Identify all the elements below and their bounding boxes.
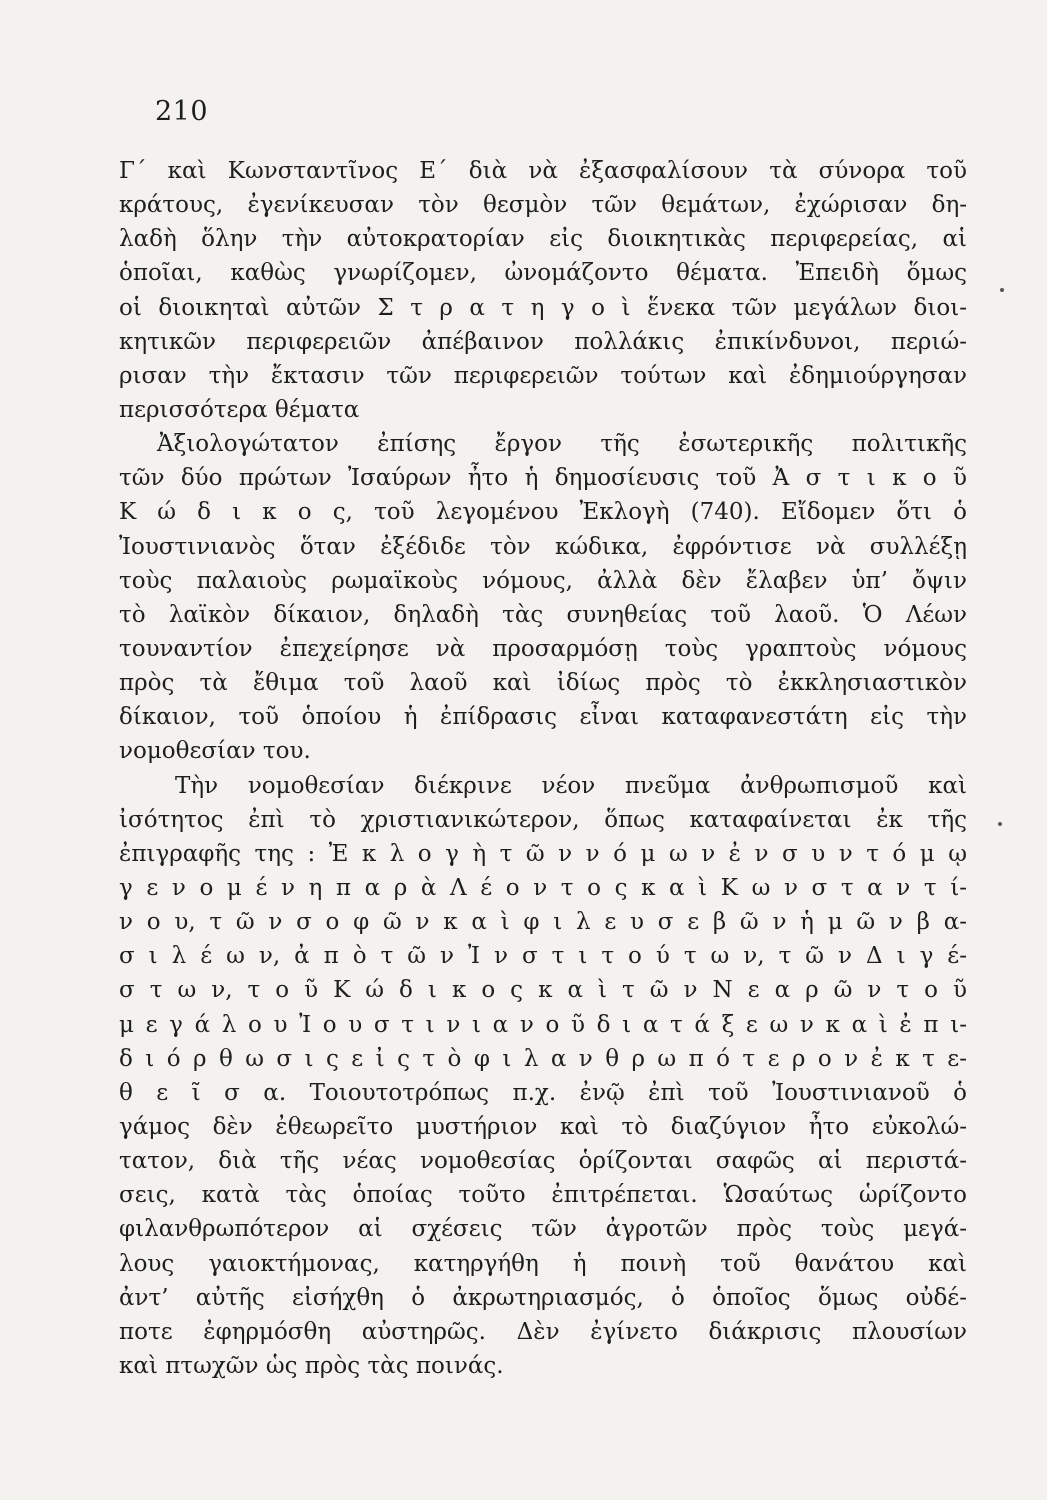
- text-line: σεις, κατὰ τὰς ὁποίας τοῦτο ἐπιτρέπεται. Ὡσαύτως ὡρίζοντο: [119, 1182, 967, 1209]
- text-line: δίκαιον, τοῦ ὁποίου ἡ ἐπίδρασις εἶναι καταφανεστάτη εἰς τὴν: [119, 704, 967, 731]
- text-line: νομοθεσίαν του.: [119, 738, 311, 765]
- text-line: Ἀξιολογώτατον ἐπίσης ἔργον τῆς ἐσωτερικῆς πολιτικῆς: [157, 431, 967, 458]
- text-line: τῶν δύο πρώτων Ἰσαύρων ἦτο ἡ δημοσίευσις τοῦ Ἀ σ τ ι κ ο ῦ: [119, 465, 967, 492]
- text-line: τὸ λαϊκὸν δίκαιον, δηλαδὴ τὰς συνηθείας τοῦ λαοῦ. Ὁ Λέων: [119, 601, 967, 628]
- text-line: κράτους, ἐγενίκευσαν τὸν θεσμὸν τῶν θεμάτων, ἐχώρισαν δη-: [119, 192, 967, 219]
- text-line: πρὸς τὰ ἔθιμα τοῦ λαοῦ καὶ ἰδίως πρὸς τὸ ἐκκλησιαστικὸν: [119, 670, 967, 697]
- margin-speck: [1000, 288, 1004, 292]
- text-line: ἀντ’ αὐτῆς εἰσήχθη ὁ ἀκρωτηριασμός, ὁ ὁποῖος ὅμως οὐδέ-: [119, 1284, 967, 1311]
- text-line: ρισαν τὴν ἔκτασιν τῶν περιφερειῶν τούτων καὶ ἐδημιούργησαν: [119, 362, 967, 389]
- text-line: τοὺς παλαιοὺς ρωμαϊκοὺς νόμους, ἀλλὰ δὲν ἔλαβεν ὑπ’ ὄψιν: [119, 567, 967, 594]
- text-line: Γ΄ καὶ Κωνσταντῖνος Ε΄ διὰ νὰ ἐξασφαλίσουν τὰ σύνορα τοῦ: [119, 158, 967, 184]
- text-line: Ἰουστινιανὸς ὅταν ἐξέδιδε τὸν κώδικα, ἐφρόντισε νὰ συλλέξῃ: [119, 533, 967, 560]
- text-line: ἰσότητος ἐπὶ τὸ χριστιανικώτερον, ὅπως καταφαίνεται ἐκ τῆς: [119, 806, 967, 833]
- text-line: ὁποῖαι, καθὼς γνωρίζομεν, ὠνομάζοντο θέματα. Ἐπειδὴ ὅμως: [119, 260, 967, 287]
- text-line: γάμος δὲν ἐθεωρεῖτο μυστήριον καὶ τὸ διαζύγιον ἦτο εὐκολώ-: [119, 1113, 967, 1140]
- text-line: ν ο υ, τ ῶ ν σ ο φ ῶ ν κ α ὶ φ ι λ ε υ σ ε β ῶ ν ἡ μ ῶ ν β α-: [119, 909, 967, 936]
- text-line: ἐπιγραφῆς της : Ἐ κ λ ο γ ὴ τ ῶ ν ν ό μ ω ν ἐ ν σ υ ν τ ό μ ῳ: [119, 840, 967, 867]
- body-text: [119, 154, 967, 1383]
- text-line: καὶ πτωχῶν ὡς πρὸς τὰς ποινάς.: [119, 1352, 504, 1379]
- text-line: γ ε ν ο μ έ ν η π α ρ ὰ Λ έ ο ν τ ο ς κ α ὶ Κ ω ν σ τ α ν τ ί-: [119, 874, 967, 901]
- text-line: θ ε ῖ σ α. Τοιουτοτρόπως π.χ. ἐνῷ ἐπὶ τοῦ Ἰουστινιανοῦ ὁ: [119, 1079, 967, 1106]
- text-line: τατον, διὰ τῆς νέας νομοθεσίας ὁρίζονται σαφῶς αἱ περιστά-: [119, 1148, 967, 1175]
- text-line: ποτε ἐφηρμόσθη αὐστηρῶς. Δὲν ἐγίνετο διάκρισις πλουσίων: [119, 1318, 967, 1345]
- text-line: δ ι ό ρ θ ω σ ι ς ε ἰ ς τ ὸ φ ι λ α ν θ ρ ω π ό τ ε ρ ο ν ἐ κ τ ε-: [119, 1045, 967, 1072]
- text-line: περισσότερα θέματα: [119, 396, 360, 423]
- text-line: μ ε γ ά λ ο υ Ἰ ο υ σ τ ι ν ι α ν ο ῦ δ ι α τ ά ξ ε ω ν κ α ὶ ἐ π ι-: [119, 1011, 967, 1038]
- text-line: φιλανθρωπότερον αἱ σχέσεις τῶν ἀγροτῶν πρὸς τοὺς μεγά-: [119, 1216, 967, 1243]
- page-number: 210: [155, 96, 209, 127]
- text-line: τουναντίον ἐπεχείρησε νὰ προσαρμόσῃ τοὺς γραπτοὺς νόμους: [119, 635, 967, 662]
- text-line: Κ ώ δ ι κ ο ς, τοῦ λεγομένου Ἐκλογὴ (740). Εἴδομεν ὅτι ὁ: [119, 499, 967, 526]
- text-line: λους γαιοκτήμονας, κατηργήθη ἡ ποινὴ τοῦ θανάτου καὶ: [119, 1250, 967, 1277]
- text-line: οἱ διοικηταὶ αὐτῶν Σ τ ρ α τ η γ ο ὶ ἕνεκα τῶν μεγάλων διοι-: [119, 294, 967, 321]
- text-line: Τὴν νομοθεσίαν διέκρινε νέον πνεῦμα ἀνθρωπισμοῦ καὶ: [175, 772, 967, 799]
- text-line: σ ι λ έ ω ν, ἀ π ὸ τ ῶ ν Ἰ ν σ τ ι τ ο ύ τ ω ν, τ ῶ ν Δ ι γ έ-: [119, 943, 967, 970]
- margin-speck: [998, 822, 1002, 826]
- text-line: κητικῶν περιφερειῶν ἀπέβαινον πολλάκις ἐπικίνδυνοι, περιώ-: [119, 328, 967, 355]
- text-line: σ τ ω ν, τ ο ῦ Κ ώ δ ι κ ο ς κ α ὶ τ ῶ ν Ν ε α ρ ῶ ν τ ο ῦ: [119, 977, 967, 1004]
- text-line: λαδὴ ὅλην τὴν αὐτοκρατορίαν εἰς διοικητικὰς περιφερείας, αἱ: [119, 226, 967, 253]
